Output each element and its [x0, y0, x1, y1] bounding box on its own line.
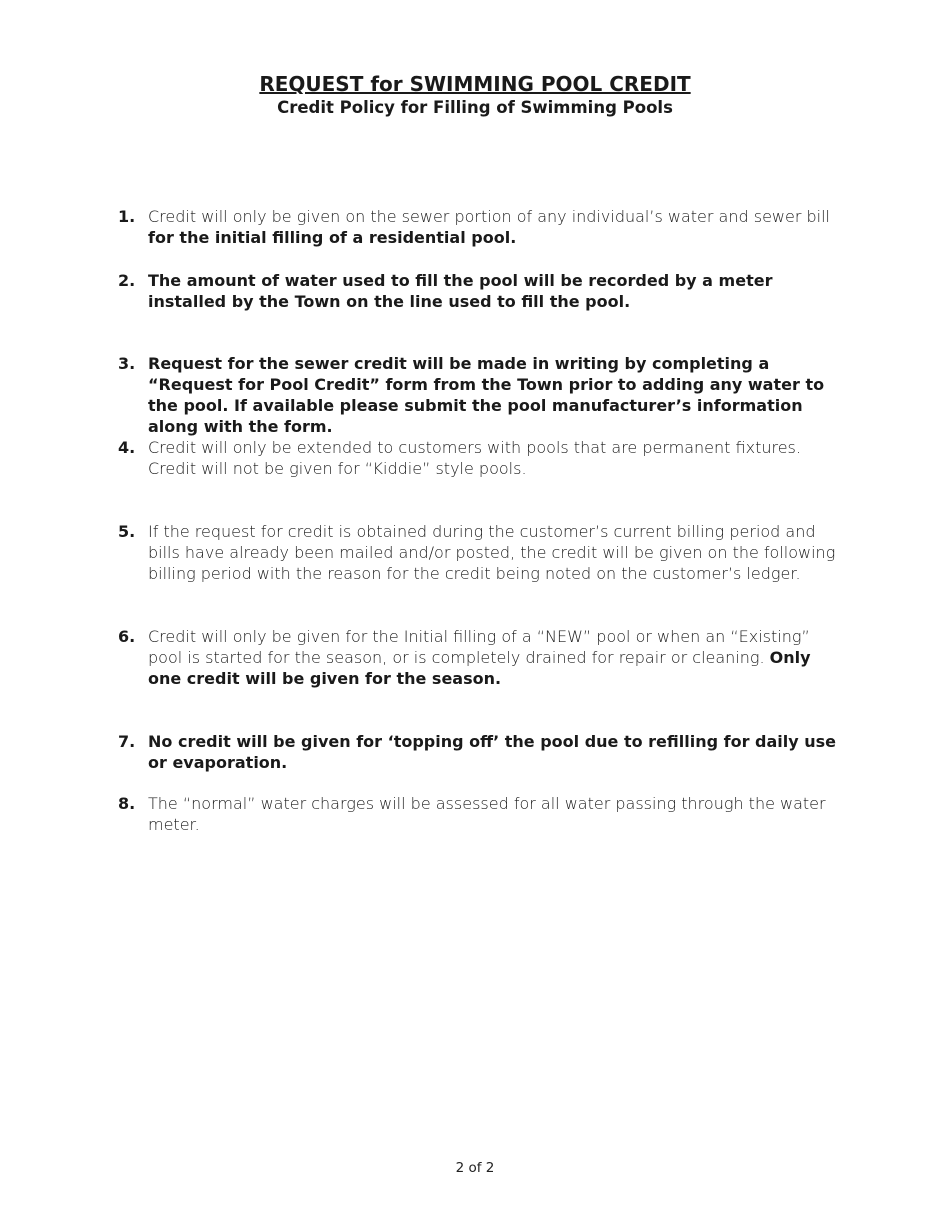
item-segment-bold: Only one credit will be given for the season.	[148, 648, 811, 688]
policy-item-2	[118, 270, 848, 312]
item-text	[148, 793, 848, 835]
item-text	[148, 521, 848, 584]
item-number: 7.	[118, 732, 136, 751]
item-number: 5.	[118, 522, 136, 541]
item-number: 1.	[118, 207, 136, 226]
item-text	[148, 353, 848, 437]
policy-item-1	[118, 206, 848, 248]
policy-item-7	[118, 731, 848, 773]
item-number: 8.	[118, 794, 136, 813]
item-text	[148, 731, 848, 773]
item-number: 2.	[118, 271, 136, 290]
item-segment-bold: No credit will be given for ‘topping off’ the pool due to refilling for daily use or evaporation.	[148, 732, 837, 772]
item-segment-bold: for the initial filling of a residential pool.	[148, 228, 517, 247]
item-segment: The “normal” water charges will be assessed for all water passing through the water meter.	[148, 794, 826, 834]
item-number: 6.	[118, 627, 136, 646]
item-number: 3.	[118, 354, 136, 373]
policy-item-4	[118, 437, 848, 479]
item-segment: Credit will only be given for the Initial filling of a “NEW” pool or when an “Existing” pool is started for the season, or is completely drained for repair or cleaning.	[148, 627, 810, 667]
policy-item-5	[118, 521, 848, 584]
item-text	[148, 626, 848, 689]
policy-item-3	[118, 353, 848, 437]
item-segment: Credit will only be given on the sewer portion of any individual’s water and sewer bill	[148, 207, 830, 226]
item-number: 4.	[118, 438, 136, 457]
policy-item-8	[118, 793, 848, 835]
policy-item-6	[118, 626, 848, 689]
item-segment: If the request for credit is obtained during the customer’s current billing period and bills have already been mailed and/or posted, the credit will be given on the following billing period with the reason for the credit being noted on the customer’s ledger.	[148, 522, 836, 583]
page-subtitle: Credit Policy for Filling of Swimming Pools	[277, 98, 673, 117]
page-title: REQUEST for SWIMMING POOL CREDIT	[259, 72, 691, 96]
item-segment: Credit will only be extended to customers with pools that are permanent fixtures. Credit will not be given for “Kiddie” style pools.	[148, 438, 801, 478]
page-number: 2 of 2	[455, 1160, 495, 1176]
item-text	[148, 437, 848, 479]
item-segment-bold: Request for the sewer credit will be made in writing by completing a “Request for Pool Credit” form from the Town prior to adding any water to the pool. If available please submit the pool manufacturer’s information along with the form.	[148, 354, 825, 436]
item-segment-bold: The amount of water used to fill the pool will be recorded by a meter installed by the Town on the line used to fill the pool.	[148, 271, 773, 311]
item-text	[148, 206, 848, 248]
item-text	[148, 270, 848, 312]
